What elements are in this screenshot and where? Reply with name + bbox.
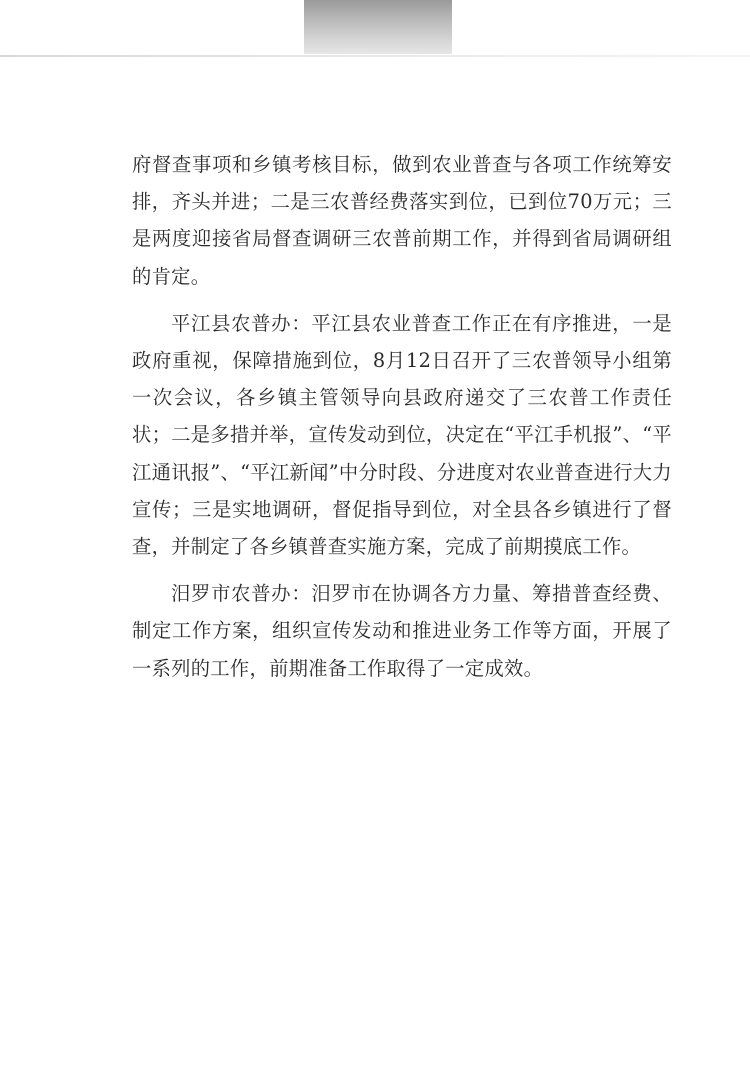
paragraph-continuation: 府督查事项和乡镇考核目标，做到农业普查与各项工作统筹安排，齐头并进；二是三农普经费落实到位，已到位70万元；三是两度迎接省局督查调研三农普前期工作，并得到省局调研组的肯定。 [132, 153, 672, 288]
scan-artifact-line [0, 55, 750, 57]
scan-artifact-tab [304, 0, 452, 54]
document-body [132, 146, 672, 697]
paragraph-pingjiang: 平江县农普办：平江县农业普查工作正在有序推进，一是政府重视，保障措施到位，8月12日召开了三农普领导小组第一次会议，各乡镇主管领导向县政府递交了三农普工作责任状；二是多措并举，宣传发动到位，决定在“平江手机报”、“平江通讯报”、“平江新闻”中分时段、分进度对农业普查进行大力宣传；三是实地调研，督促指导到位，对全县各乡镇进行了督查，并制定了各乡镇普查实施方案，完成了前期摸底工作。 [132, 311, 672, 559]
paragraph-miluo: 汨罗市农普办：汨罗市在协调各方力量、筹措普查经费、制定工作方案，组织宣传发动和推进业务工作等方面，开展了一系列的工作，前期准备工作取得了一定成效。 [132, 582, 672, 680]
